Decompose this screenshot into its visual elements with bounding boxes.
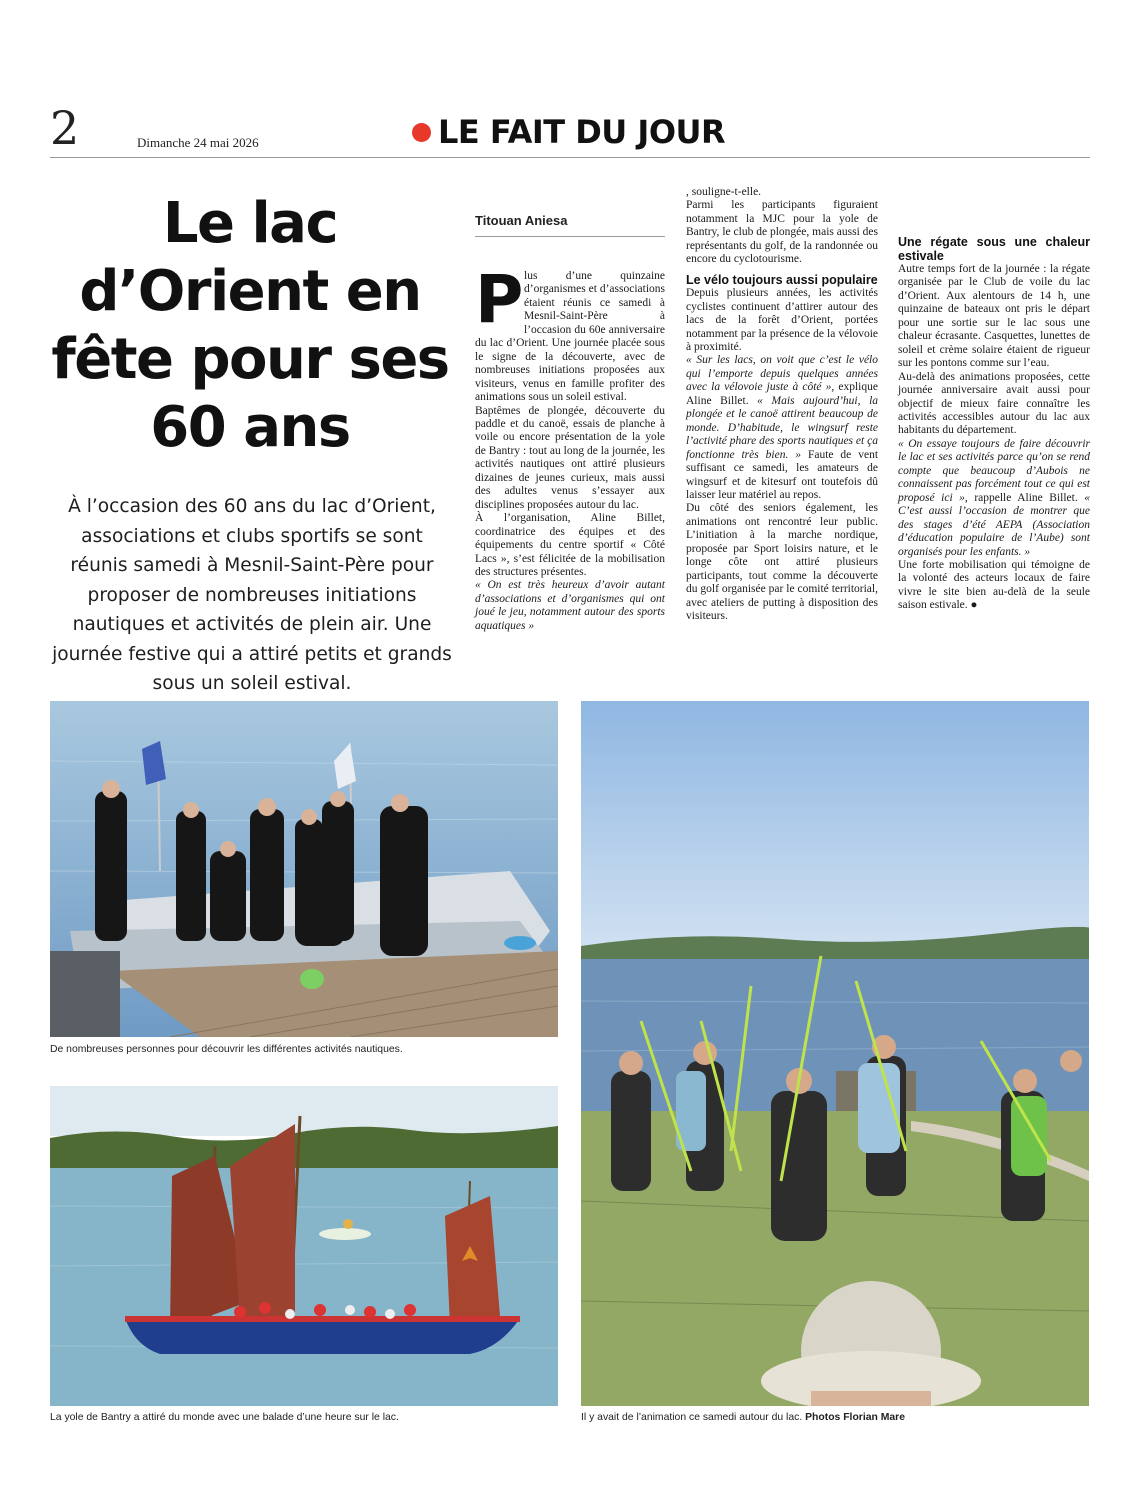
article-subheading: Une régate sous une chaleur estivale xyxy=(898,235,1090,263)
section-label: LE FAIT DU JOUR xyxy=(438,113,726,151)
article-quote: « Sur les lacs, on voit que c’est le vélo qui l’emporte depuis quelques années avec la vélovoie juste à côté » xyxy=(686,354,878,394)
article-column-2 xyxy=(686,186,878,624)
article-lead: À l’occasion des 60 ans du lac d’Orient, associations et clubs sportifs se sont réunis samedi à Mesnil-Saint-Père pour proposer de nombreuses initiations nautiques et activités de plein air. Une journée festive qui a attiré petits et grands sous un soleil estival. xyxy=(52,496,452,694)
issue-date: Dimanche 24 mai 2026 xyxy=(137,135,259,150)
photo-divers-caption: De nombreuses personnes pour découvrir les différentes activités nautiques. xyxy=(50,1044,403,1055)
photo-credit: Photos Florian Mare xyxy=(805,1412,905,1423)
article-paragraph: Au-delà des animations proposées, cette journée anniversaire avait aussi pour objectif de mieux faire connaître les activités accessibles autour du lac aux habitants du département. xyxy=(898,370,1090,437)
article-column-3 xyxy=(898,186,1090,613)
article-text: , explique Aline Billet. xyxy=(686,381,878,407)
article-subheading: Le vélo toujours aussi populaire xyxy=(686,272,878,287)
article-paragraph xyxy=(898,559,1090,613)
article-paragraph: Du côté des seniors également, les animations ont rencontré leur public. L’initiation à la marche nordique, proposée par Sport loisirs nature, et le longe côte ont attiré plusieurs participants, tout comme la découverte du golf organisée par le comité territorial, avec ateliers de putting à disposition des visiteurs. xyxy=(686,502,878,623)
article-column-1 xyxy=(475,261,665,633)
article-paragraph: À l’organisation, Aline Billet, coordinatrice des équipes et des équipements du centre sportif « Côté Lacs », s’est félicitée de la mobilisation des structures présentes. xyxy=(475,512,665,578)
header-rule xyxy=(50,157,1090,158)
article-quote: « On est très heureux d’avoir autant d’associations et d’organismes qui ont joué le jeu, notamment autour des sports aquatiques » xyxy=(475,579,665,632)
article-quote: « Mais aujourd’hui, la plongée et le canoë attirent beaucoup de monde. D’habitude, le wingsurf reste l’activité phare des sports nautiques et ça fonctionne très bien. » xyxy=(686,394,879,461)
end-mark-icon: ● xyxy=(967,599,978,612)
divers-illustration xyxy=(50,701,558,1037)
author-byline: Titouan Aniesa xyxy=(475,213,665,237)
photo-marche-caption-text: Il y avait de l’animation ce samedi autour du lac. xyxy=(581,1412,803,1423)
article-text: Une forte mobilisation qui témoigne de la volonté des acteurs locaux de faire vivre le site bien au-delà de la seule saison estivale. xyxy=(898,558,1090,612)
section-header xyxy=(412,113,725,151)
article-text: , rappelle Aline Billet. xyxy=(964,491,1078,504)
photo-marche-caption xyxy=(581,1412,1089,1424)
photo-divers xyxy=(50,701,558,1037)
article-paragraph: Autre temps fort de la journée : la régate organisée par le Club de voile du lac d’Orient. Aux alentours de 14 h, une quinzaine de bateaux ont pris le départ pour une sortie sur le lac sous une chaleur écrasante. Casquettes, lunettes de soleil et crème solaire étaient de rigueur sur les pontons comme sur l’eau. xyxy=(898,263,1090,370)
section-dot-icon xyxy=(412,123,431,142)
article-paragraph: , souligne-t-elle. xyxy=(686,186,762,198)
yole-illustration xyxy=(50,1086,558,1406)
nordic-walking-illustration xyxy=(581,701,1089,1406)
article-paragraph: lus d’une quinzaine d’organismes et d’associations étaient réunis ce samedi à Mesnil-Saint-Père à l’occasion du 60e anniversaire du lac d’Orient. Une journée placée sous le signe de la découverte, avec de nombreuses initiations proposées aux visiteurs, venus en famille profiter des animations sous un soleil estival. xyxy=(475,270,665,404)
article-quote: « On essaye toujours de faire découvrir le lac et ses activités parce qu’on se rend compte que beaucoup d’Aubois ne connaissent pas forcément tout ce qui est proposé ici » xyxy=(898,437,1090,504)
article-text: Faute de vent suffisant ce samedi, les amateurs de wingsurf et de kitesurf ont toutefois dû laisser leur matériel au repos. xyxy=(686,448,879,502)
page-number: 2 xyxy=(50,101,80,155)
article-paragraph: Baptêmes de plongée, découverte du paddle et du canoë, essais de planche à voile ou encore présentation de la yole de Bantry : tout au long de la journée, les activités nautiques ont attiré plusieurs dizaines de jeunes curieux, mais aussi des adultes venus s’essayer aux disciplines proposées autour du lac. xyxy=(475,404,665,511)
article-headline: Le lac d’Orient en fête pour ses 60 ans xyxy=(51,191,449,460)
photo-marche xyxy=(581,701,1089,1406)
article-paragraph xyxy=(686,354,878,502)
photo-yole xyxy=(50,1086,558,1406)
article-paragraph xyxy=(898,438,1090,559)
article-quote: « C’est aussi l’occasion de montrer que des stages d’été AEPA (Association d’éducation populaire de l’Aube) sont organisés pour les enfants. » xyxy=(898,491,1091,558)
drop-cap: P xyxy=(475,261,524,338)
photo-yole-caption: La yole de Bantry a attiré du monde avec une balade d’une heure sur le lac. xyxy=(50,1412,399,1423)
article-paragraph: Parmi les participants figuraient notamment la MJC pour la yole de Bantry, le club de plongée, mais aussi des représentants du golf, de la randonnée ou encore du cyclotourisme. xyxy=(686,199,878,266)
article-paragraph: Depuis plusieurs années, les activités cyclistes continuent d’attirer autour des lacs de la forêt d’Orient, portées notamment par la présence de la vélovoie à proximité. xyxy=(686,287,878,354)
